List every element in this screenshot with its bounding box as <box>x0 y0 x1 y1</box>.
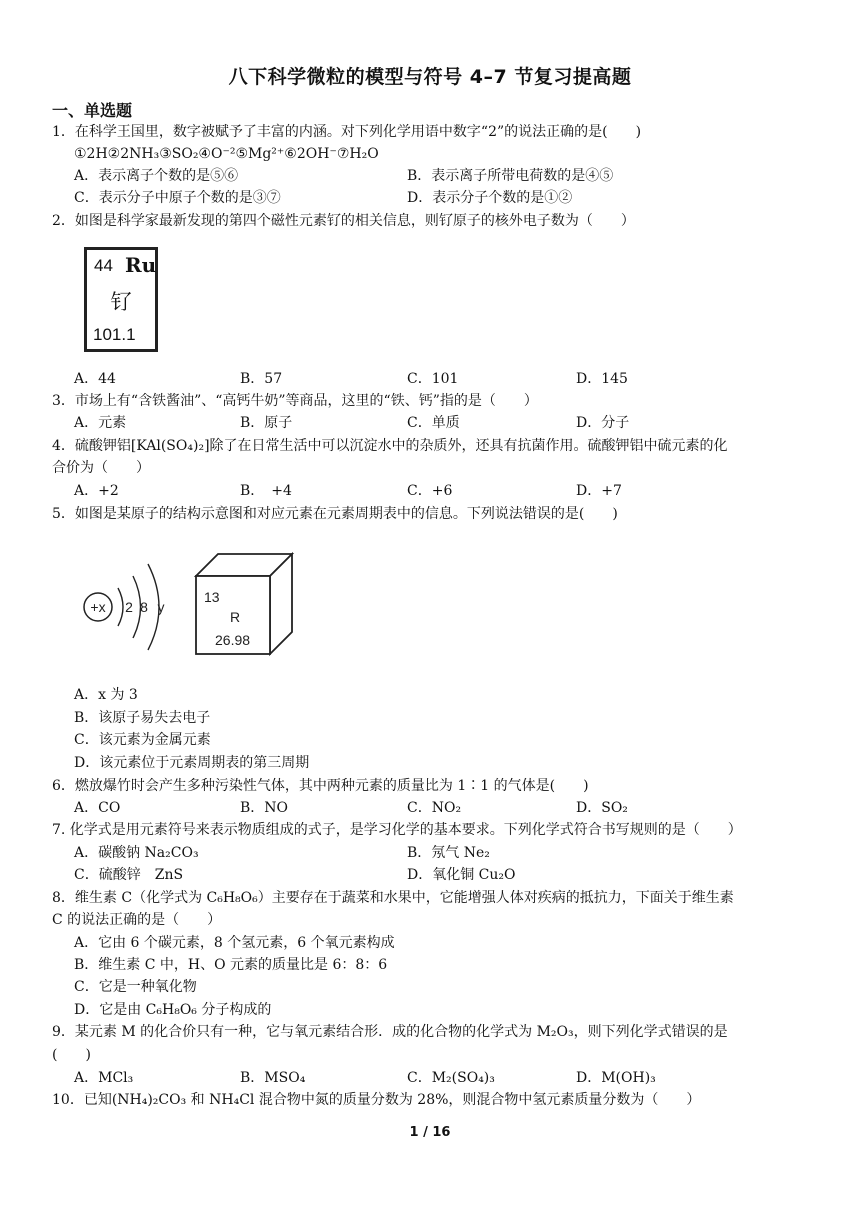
q9-option-c: C．M₂(SO₄)₃ <box>407 1070 495 1086</box>
q5-option-c: C．该元素为金属元素 <box>74 732 211 748</box>
q5-stem: 5．如图是某原子的结构示意图和对应元素在元素周期表中的信息。下列说法错误的是( ) <box>52 506 618 522</box>
cube-symbol: R <box>230 609 241 625</box>
q8-option-d: D．它是由 C₆H₈O₆ 分子构成的 <box>74 1002 272 1018</box>
q1-option-a: A．表示离子个数的是⑤⑥ <box>74 168 239 184</box>
periodic-cube-diagram <box>188 548 298 660</box>
ruthenium-element-card <box>84 247 158 352</box>
q3-option-d: D．分子 <box>576 415 630 431</box>
q8-option-c: C．它是一种氧化物 <box>74 979 197 995</box>
shell3-electrons: y <box>157 599 165 615</box>
q7-stem: 7. 化学式是用元素符号来表示物质组成的式子，是学习化学的基本要求。下列化学式符合书写规则的是（ ） <box>52 822 742 838</box>
q5-option-b: B．该原子易失去电子 <box>74 710 211 726</box>
q3-option-a: A．元素 <box>74 415 127 431</box>
q7-option-d: D．氧化铜 Cu₂O <box>407 867 516 883</box>
element-symbol: Ru <box>125 253 157 277</box>
q6-option-b: B．NO <box>240 800 289 816</box>
q2-stem: 2．如图是科学家最新发现的第四个磁性元素钌的相关信息，则钌原子的核外电子数为（ ） <box>52 213 635 229</box>
nucleus-charge: +x <box>90 599 106 615</box>
q9-option-a: A．MCl₃ <box>74 1070 134 1086</box>
q2-option-b: B．57 <box>240 371 283 387</box>
q5-option-a: A．x 为 3 <box>74 687 138 703</box>
q7-option-a: A．碳酸钠 Na₂CO₃ <box>74 845 199 861</box>
q9-option-d: D．M(OH)₃ <box>576 1070 656 1086</box>
shell2-electrons: 8 <box>140 599 148 615</box>
q8-option-a: A．它由 6 个碳元素，8 个氢元素，6 个氧元素构成 <box>74 935 395 951</box>
q5-option-d: D．该元素位于元素周期表的第三周期 <box>74 755 310 771</box>
q3-option-b: B．原子 <box>240 415 293 431</box>
q6-option-a: A．CO <box>74 800 121 816</box>
q6-stem: 6．燃放爆竹时会产生多种污染性气体，其中两种元素的质量比为 1∶1 的气体是( ) <box>52 778 589 794</box>
cube-atomic-number: 13 <box>204 589 220 605</box>
cube-atomic-mass: 26.98 <box>215 632 251 648</box>
q7-option-c: C．硫酸锌 ZnS <box>74 867 184 883</box>
element-name: 钌 <box>110 291 132 314</box>
q2-option-d: D．145 <box>576 371 628 387</box>
q8-option-b: B．维生素 C 中，H、O 元素的质量比是 6：8：6 <box>74 957 388 973</box>
q3-option-c: C．单质 <box>407 415 460 431</box>
q4-option-a: A．+2 <box>74 483 119 499</box>
q1-option-d: D．表示分子个数的是①② <box>407 190 573 206</box>
q7-option-b: B．氖气 Ne₂ <box>407 845 490 861</box>
q6-option-d: D．SO₂ <box>576 800 628 816</box>
q10-stem: 10．已知(NH₄)₂CO₃ 和 NH₄Cl 混合物中氮的质量分数为 28%，则混合物中氢元素质量分数为（ ） <box>52 1092 701 1108</box>
q4-stem-line1: 4．硫酸钾铝[KAl(SO₄)₂]除了在日常生活中可以沉淀水中的杂质外，还具有抗菌作用。硫酸钾铝中硫元素的化 <box>52 438 728 454</box>
atomic-mass: 101.1 <box>93 325 136 344</box>
q1-stem: 1．在科学王国里，数字被赋予了丰富的内涵。对下列化学用语中数字“2”的说法正确的是( ) <box>52 124 642 140</box>
q2-option-c: C．101 <box>407 371 459 387</box>
section-heading: 一、单选题 <box>52 101 133 120</box>
q9-stem-line2: ( ) <box>52 1047 91 1063</box>
q9-option-b: B．MSO₄ <box>240 1070 306 1086</box>
q2-option-a: A．44 <box>74 371 116 387</box>
page-number: 1 / 16 <box>409 1125 451 1140</box>
atom-structure-diagram <box>78 552 188 662</box>
q1-items: ①2H②2NH₃③SO₂④O⁻²⑤Mg²⁺⑥2OH⁻⑦H₂O <box>74 146 379 162</box>
atomic-number: 44 <box>94 256 113 275</box>
q1-option-b: B．表示离子所带电荷数的是④⑤ <box>407 168 614 184</box>
q8-stem-line1: 8．维生素 C（化学式为 C₆H₈O₆）主要存在于蔬菜和水果中，它能增强人体对疾病的抵抗力，下面关于维生素 <box>52 890 734 906</box>
q4-option-b: B． +4 <box>240 483 292 499</box>
document-title: 八下科学微粒的模型与符号 4–7 节复习提高题 <box>228 66 632 88</box>
q9-stem-line1: 9．某元素 M 的化合价只有一种，它与氧元素结合形．成的化合物的化学式为 M₂O₃，则下列化学式错误的是 <box>52 1024 728 1040</box>
q4-stem-line2: 合价为（ ） <box>52 460 150 476</box>
q8-stem-line2: C 的说法正确的是（ ） <box>52 912 222 928</box>
q6-option-c: C．NO₂ <box>407 800 462 816</box>
shell1-electrons: 2 <box>125 599 133 615</box>
q3-stem: 3．市场上有“含铁酱油”、“高钙牛奶”等商品，这里的“铁、钙”指的是（ ） <box>52 393 538 409</box>
q4-option-c: C．+6 <box>407 483 453 499</box>
q1-option-c: C．表示分子中原子个数的是③⑦ <box>74 190 281 206</box>
q4-option-d: D．+7 <box>576 483 622 499</box>
